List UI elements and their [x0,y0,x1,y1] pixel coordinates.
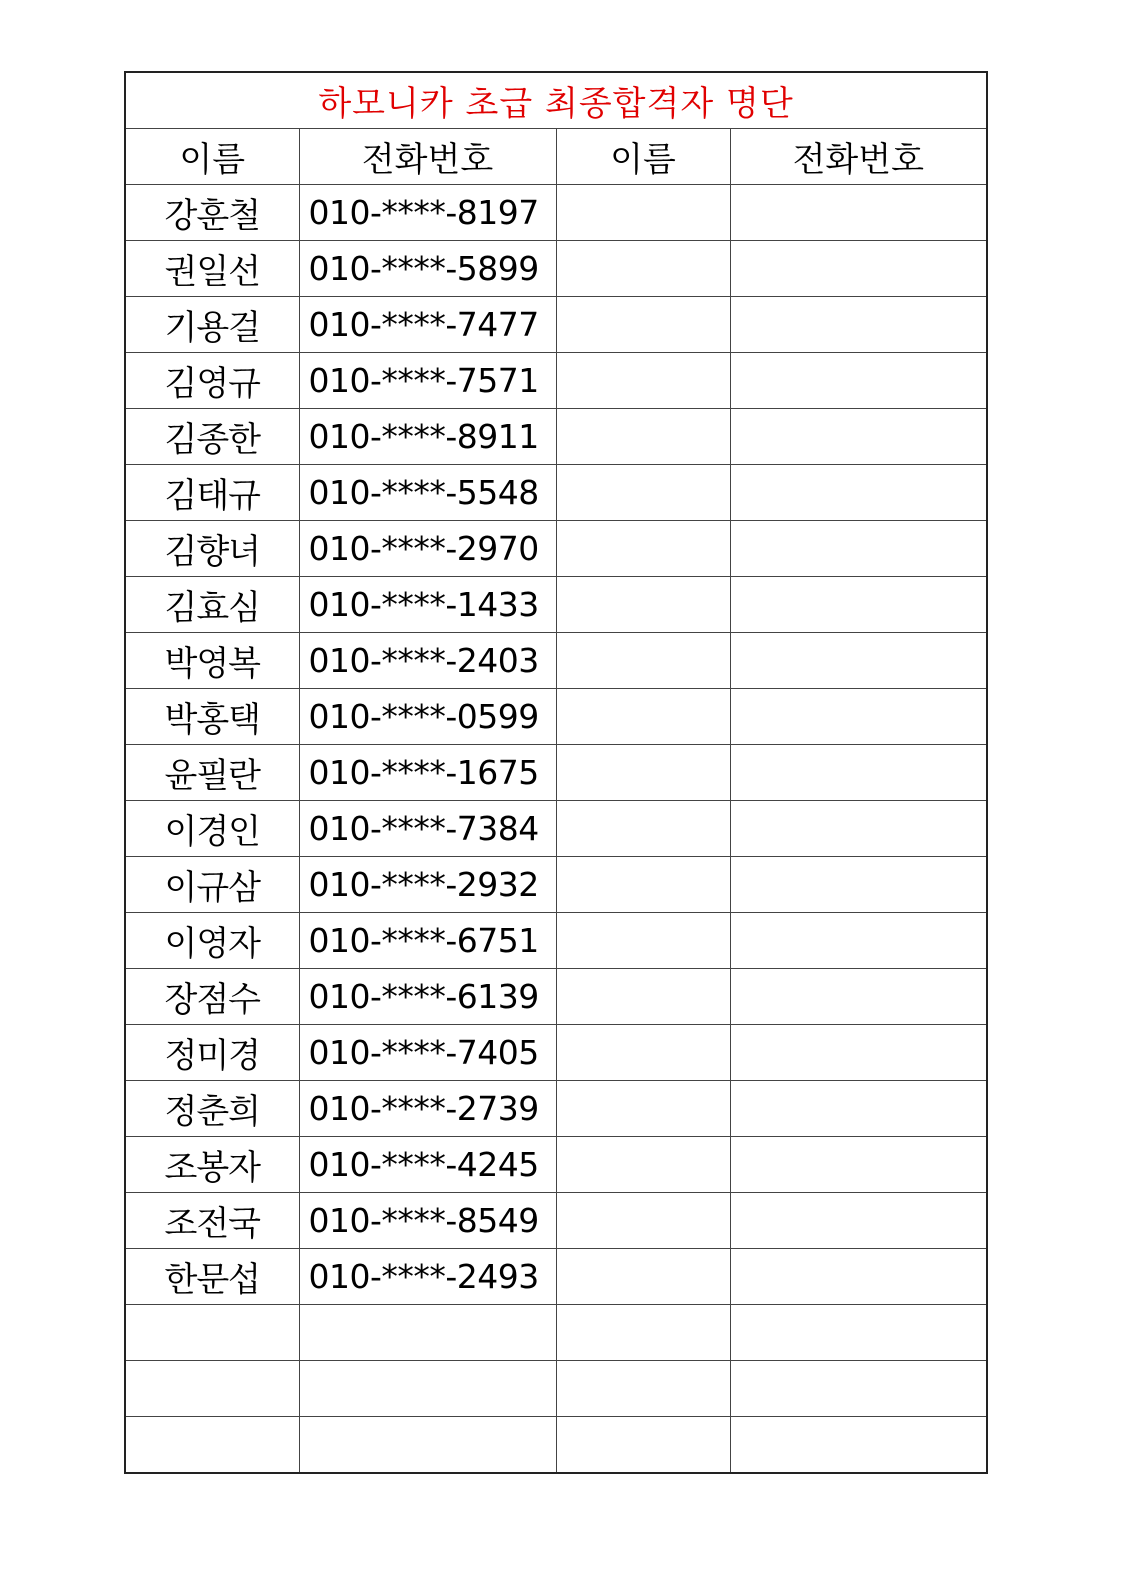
table-row [125,745,987,801]
participant-phone: 010-****-2932 [299,857,556,913]
participant-name: 조봉자 [125,1137,299,1193]
participant-name: 윤필란 [125,745,299,801]
empty-cell [556,1305,730,1361]
empty-name-cell [556,185,730,241]
empty-name-cell [556,1249,730,1305]
participant-phone: 010-****-1433 [299,577,556,633]
empty-name-cell [556,521,730,577]
title-row [125,72,987,129]
participant-name: 강훈철 [125,185,299,241]
empty-cell [299,1361,556,1417]
empty-phone-cell [730,969,987,1025]
empty-cell [556,1417,730,1474]
table-row [125,689,987,745]
table-row [125,465,987,521]
participant-name: 권일선 [125,241,299,297]
header-name-2: 이름 [556,129,730,185]
empty-row [125,1305,987,1361]
table-row [125,969,987,1025]
empty-phone-cell [730,857,987,913]
participant-name: 박영복 [125,633,299,689]
participant-phone: 010-****-4245 [299,1137,556,1193]
empty-name-cell [556,297,730,353]
empty-name-cell [556,969,730,1025]
empty-cell [730,1305,987,1361]
participant-name: 기용걸 [125,297,299,353]
empty-name-cell [556,353,730,409]
participant-name: 장점수 [125,969,299,1025]
participant-phone: 010-****-7571 [299,353,556,409]
participant-name: 이영자 [125,913,299,969]
participant-phone: 010-****-2970 [299,521,556,577]
empty-phone-cell [730,1249,987,1305]
table-row [125,801,987,857]
empty-cell [125,1305,299,1361]
table-row [125,521,987,577]
table-row [125,409,987,465]
empty-phone-cell [730,185,987,241]
empty-name-cell [556,689,730,745]
table-row [125,633,987,689]
participant-name: 이규삼 [125,857,299,913]
empty-phone-cell [730,465,987,521]
empty-phone-cell [730,1193,987,1249]
participant-phone: 010-****-5899 [299,241,556,297]
table-row [125,185,987,241]
empty-cell [299,1305,556,1361]
participant-phone: 010-****-8911 [299,409,556,465]
empty-name-cell [556,409,730,465]
table-row [125,1025,987,1081]
empty-cell [730,1361,987,1417]
roster-table [124,71,988,1474]
participant-phone: 010-****-7405 [299,1025,556,1081]
empty-cell [125,1361,299,1417]
participant-phone: 010-****-0599 [299,689,556,745]
participant-name: 조전국 [125,1193,299,1249]
empty-phone-cell [730,521,987,577]
participant-name: 김효심 [125,577,299,633]
participant-name: 김태규 [125,465,299,521]
participant-name: 정미경 [125,1025,299,1081]
empty-name-cell [556,465,730,521]
participant-phone: 010-****-8549 [299,1193,556,1249]
table-row [125,577,987,633]
participant-phone: 010-****-2739 [299,1081,556,1137]
empty-phone-cell [730,633,987,689]
participant-phone: 010-****-7384 [299,801,556,857]
participant-phone: 010-****-1675 [299,745,556,801]
empty-phone-cell [730,1081,987,1137]
participant-phone: 010-****-6751 [299,913,556,969]
empty-name-cell [556,801,730,857]
participant-name: 김향녀 [125,521,299,577]
participant-name: 박홍택 [125,689,299,745]
header-row [125,129,987,185]
empty-name-cell [556,1193,730,1249]
participant-name: 이경인 [125,801,299,857]
empty-phone-cell [730,689,987,745]
empty-name-cell [556,1081,730,1137]
roster-body [125,185,987,1474]
empty-name-cell [556,1025,730,1081]
empty-phone-cell [730,913,987,969]
empty-phone-cell [730,353,987,409]
table-row [125,1137,987,1193]
table-row [125,1193,987,1249]
empty-phone-cell [730,745,987,801]
empty-phone-cell [730,241,987,297]
empty-phone-cell [730,1137,987,1193]
empty-name-cell [556,1137,730,1193]
empty-cell [556,1361,730,1417]
empty-name-cell [556,913,730,969]
participant-phone: 010-****-7477 [299,297,556,353]
participant-name: 한문섭 [125,1249,299,1305]
participant-name: 김영규 [125,353,299,409]
empty-phone-cell [730,801,987,857]
participant-phone: 010-****-2403 [299,633,556,689]
table-row [125,913,987,969]
participant-name: 김종한 [125,409,299,465]
participant-phone: 010-****-6139 [299,969,556,1025]
header-phone-2: 전화번호 [730,129,987,185]
table-row [125,353,987,409]
table-row [125,857,987,913]
header-name-1: 이름 [125,129,299,185]
table-row [125,241,987,297]
empty-cell [125,1417,299,1474]
empty-phone-cell [730,409,987,465]
empty-row [125,1417,987,1474]
participant-name: 정춘희 [125,1081,299,1137]
empty-name-cell [556,745,730,801]
page-title: 하모니카 초급 최종합격자 명단 [125,72,987,129]
empty-cell [730,1417,987,1474]
empty-phone-cell [730,1025,987,1081]
empty-cell [299,1417,556,1474]
table-row [125,297,987,353]
table-row [125,1249,987,1305]
participant-phone: 010-****-2493 [299,1249,556,1305]
empty-row [125,1361,987,1417]
table-row [125,1081,987,1137]
empty-name-cell [556,633,730,689]
empty-name-cell [556,577,730,633]
participant-phone: 010-****-5548 [299,465,556,521]
empty-phone-cell [730,297,987,353]
participant-phone: 010-****-8197 [299,185,556,241]
empty-name-cell [556,857,730,913]
empty-name-cell [556,241,730,297]
empty-phone-cell [730,577,987,633]
header-phone-1: 전화번호 [299,129,556,185]
